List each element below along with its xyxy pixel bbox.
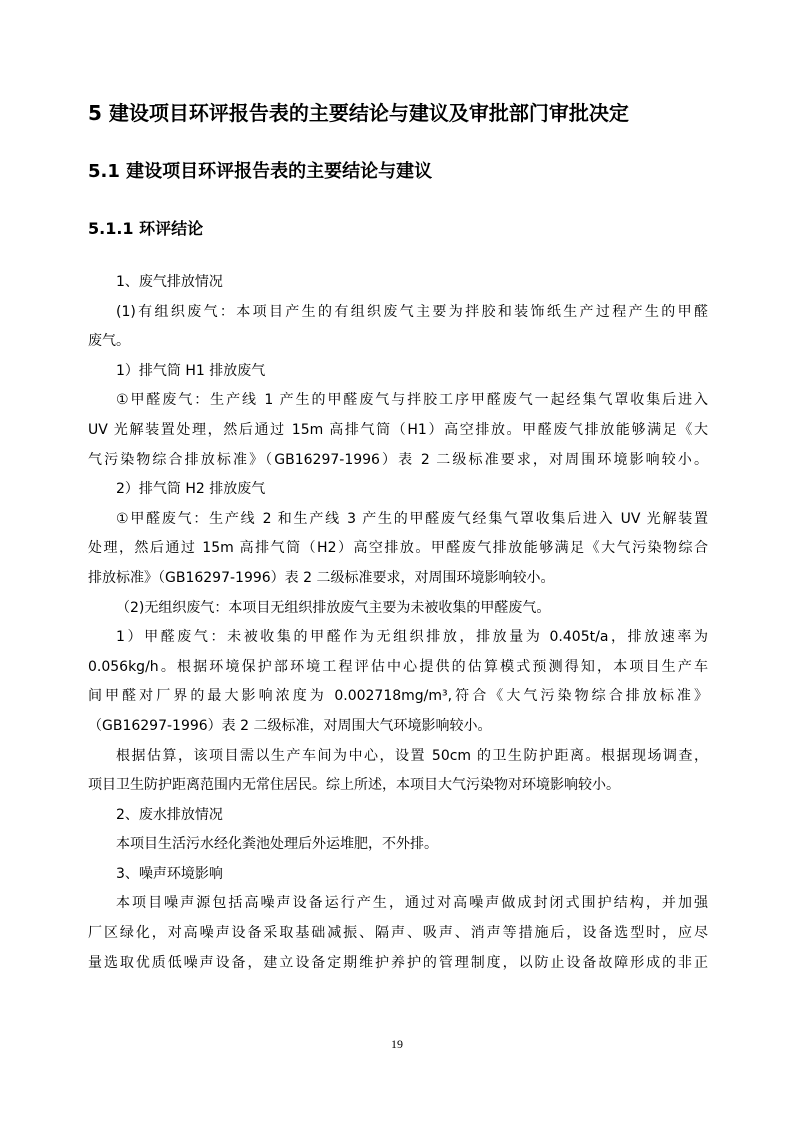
text-line: 1）排气筒 H1 排放废气 [116, 362, 266, 379]
text-line: 间甲醛对厂界的最大影响浓度为 0.002718mg/m³,符合《大气污染物综合排放标准》 [88, 688, 708, 705]
text-line: 1）甲醛废气：未被收集的甲醛作为无组织排放，排放量为 0.405t/a，排放速率为 [116, 629, 708, 646]
text-line: 本项目生活污水经化粪池处理后外运堆肥，不外排。 [116, 836, 438, 853]
text-line: 废气。 [88, 333, 130, 350]
text-line: UV 光解装置处理，然后通过 15m 高排气筒（H1）高空排放。甲醛废气排放能够满足《大 [88, 421, 708, 438]
text-line: 厂区绿化，对高噪声设备采取基础减振、隔声、吸声、消声等措施后，设备选型时，应尽 [88, 925, 708, 942]
text-line: （GB16297-1996）表 2 二级标准，对周围大气环境影响较小。 [88, 717, 492, 734]
text-line: 3、噪声环境影响 [116, 865, 223, 882]
text-line: ①甲醛废气：生产线 2 和生产线 3 产生的甲醛废气经集气罩收集后进入 UV 光解装置 [116, 510, 708, 527]
text-line: 本项目噪声源包括高噪声设备运行产生，通过对高噪声做成封闭式围护结构，并加强 [116, 895, 708, 912]
text-line: 排放标准》（GB16297-1996）表 2 二级标准要求，对周围环境影响较小。 [88, 569, 555, 586]
body-text [88, 268, 708, 978]
text-line: ①甲醛废气：生产线 1 产生的甲醛废气与拌胶工序甲醛废气一起经集气罩收集后进入 [116, 392, 708, 409]
text-line: 2）排气筒 H2 排放废气 [116, 481, 266, 498]
text-line: （2)无组织废气：本项目无组织排放废气主要为未被收集的甲醛废气。 [116, 599, 551, 616]
text-line: 0.056kg/h。根据环境保护部环境工程评估中心提供的估算模式预测得知，本项目生产车 [88, 658, 708, 675]
text-line: (1)有组织废气：本项目产生的有组织废气主要为拌胶和装饰纸生产过程产生的甲醛 [116, 303, 708, 320]
text-line: 根据估算，该项目需以生产车间为中心，设置 50cm 的卫生防护距离。根据现场调查， [116, 747, 708, 764]
text-line: 量选取优质低噪声设备，建立设备定期维护养护的管理制度，以防止设备故障形成的非正 [88, 954, 708, 971]
section-heading: 5.1 建设项目环评报告表的主要结论与建议 [88, 161, 433, 182]
text-line: 处理，然后通过 15m 高排气筒（H2）高空排放。甲醛废气排放能够满足《大气污染物综合 [88, 540, 708, 557]
chapter-heading: 5 建设项目环评报告表的主要结论与建议及审批部门审批决定 [88, 101, 629, 125]
subsection-heading: 5.1.1 环评结论 [88, 219, 204, 238]
text-line: 项目卫生防护距离范围内无常住居民。综上所述，本项目大气污染物对环境影响较小。 [88, 777, 620, 794]
text-line: 2、废水排放情况 [116, 806, 223, 823]
text-line: 气污染物综合排放标准》（GB16297-1996）表 2 二级标准要求，对周围环境影响较小。 [88, 451, 708, 468]
text-line: 1、废气排放情况 [116, 274, 223, 290]
page-number: 19 [391, 1037, 403, 1051]
